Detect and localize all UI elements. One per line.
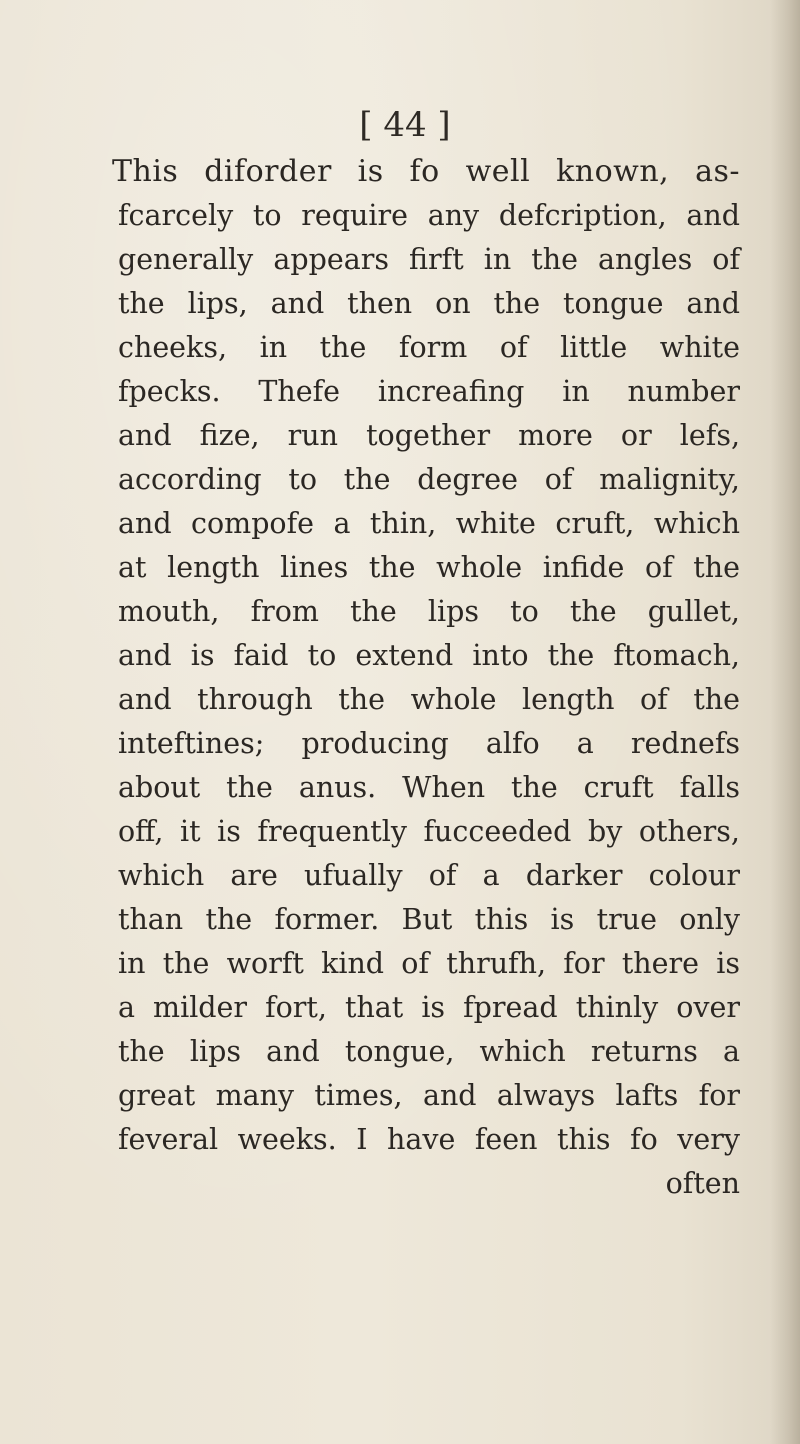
text-line: the lips and tongue, which returns a [118, 1035, 740, 1068]
text-line: at length lines the whole infide of the [118, 551, 740, 584]
text-line: mouth, from the lips to the gullet, [118, 595, 740, 628]
text-line: about the anus. When the cruft falls [118, 771, 740, 804]
text-line: and is faid to extend into the ftomach, [118, 639, 740, 672]
text-line: fcarcely to require any defcription, and [118, 199, 740, 232]
text-line: according to the degree of malignity, [118, 463, 740, 496]
page-number: [ 44 ] [359, 105, 451, 145]
text-line: than the former. But this is true only [118, 903, 740, 936]
page-gutter-shadow [770, 0, 800, 1444]
text-line: in the worft kind of thrufh, for there is [118, 947, 740, 980]
text-line: feveral weeks. I have feen this fo very [118, 1123, 740, 1156]
text-line: great many times, and always lafts for [118, 1079, 740, 1112]
text-line: and compofe a thin, white cruft, which [118, 507, 740, 540]
catchword: often [665, 1167, 740, 1200]
text-line: generally appears firft in the angles of [118, 243, 740, 276]
text-line: inteftines; producing alfo a rednefs [118, 727, 740, 760]
text-line: and through the whole length of the [118, 683, 740, 716]
text-line: which are ufually of a darker colour [118, 859, 740, 892]
text-line: and fize, run together more or lefs, [118, 419, 740, 452]
text-line: cheeks, in the form of little white [118, 331, 740, 364]
text-line: This diforder is fo well known, as- [112, 154, 740, 189]
body-text [112, 150, 740, 1206]
text-line: a milder fort, that is fpread thinly over [118, 991, 740, 1024]
text-line: the lips, and then on the tongue and [118, 287, 740, 320]
text-line: fpecks. Thefe increafing in number [118, 375, 740, 408]
text-line: off, it is frequently fucceeded by others, [118, 815, 740, 848]
